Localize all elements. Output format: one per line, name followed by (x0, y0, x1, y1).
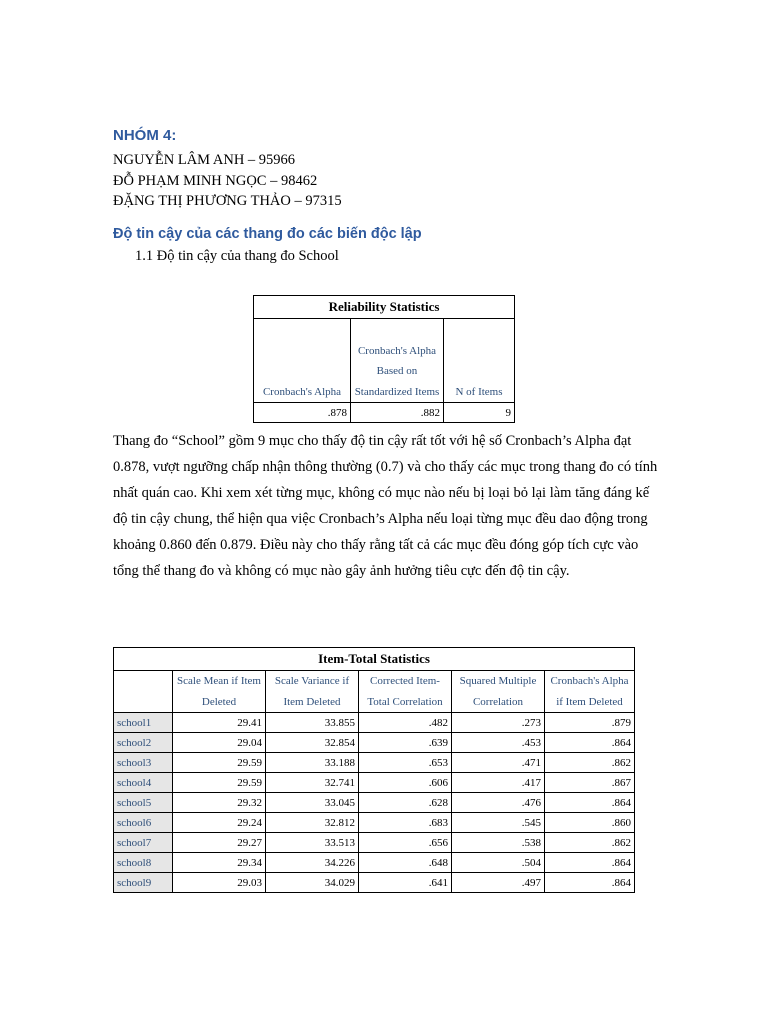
table-row (114, 813, 635, 833)
table-cell: .879 (545, 713, 635, 733)
table-row (114, 853, 635, 873)
table-cell: .683 (359, 813, 452, 833)
column-header: Scale Mean if Item Deleted (173, 671, 266, 713)
table-cell: .864 (545, 793, 635, 813)
table-cell: 9 (444, 403, 515, 423)
table-row (114, 773, 635, 793)
row-label: school3 (114, 753, 173, 773)
row-label: school9 (114, 873, 173, 893)
table-cell: 29.32 (173, 793, 266, 813)
table-cell: 33.045 (266, 793, 359, 813)
table-cell: .497 (452, 873, 545, 893)
table-cell: 29.24 (173, 813, 266, 833)
column-header: Cronbach's Alpha (254, 319, 351, 403)
table-cell: .864 (545, 853, 635, 873)
table-row (114, 833, 635, 853)
table-cell: 34.029 (266, 873, 359, 893)
table-cell: .538 (452, 833, 545, 853)
table-caption: Reliability Statistics (254, 296, 515, 319)
table-cell: .476 (452, 793, 545, 813)
table-cell: .864 (545, 733, 635, 753)
table-cell: 33.513 (266, 833, 359, 853)
table-cell: .653 (359, 753, 452, 773)
row-label: school7 (114, 833, 173, 853)
column-header (114, 671, 173, 713)
item-total-statistics-table (113, 647, 635, 893)
row-label: school8 (114, 853, 173, 873)
row-label: school2 (114, 733, 173, 753)
table-cell: .471 (452, 753, 545, 773)
table-caption: Item-Total Statistics (114, 648, 635, 671)
table-cell: 29.04 (173, 733, 266, 753)
section-heading: Độ tin cậy của các thang đo các biến độc lập (113, 226, 422, 242)
row-label: school6 (114, 813, 173, 833)
table-cell: .273 (452, 713, 545, 733)
table-cell: 29.27 (173, 833, 266, 853)
table-row (114, 733, 635, 753)
member-name: ĐẶNG THỊ PHƯƠNG THẢO – 97315 (113, 193, 342, 209)
member-name: ĐỖ PHẠM MINH NGỌC – 98462 (113, 172, 318, 189)
table-cell: .860 (545, 813, 635, 833)
table-cell: 34.226 (266, 853, 359, 873)
row-label: school1 (114, 713, 173, 733)
table-cell: .878 (254, 403, 351, 423)
table-cell: 29.59 (173, 753, 266, 773)
table-cell: 32.812 (266, 813, 359, 833)
table-cell: 29.34 (173, 853, 266, 873)
table-cell: .862 (545, 753, 635, 773)
table-row (114, 873, 635, 893)
table-cell: 29.59 (173, 773, 266, 793)
table-cell: 32.854 (266, 733, 359, 753)
table-row (114, 753, 635, 773)
table-cell: .504 (452, 853, 545, 873)
table-cell: .482 (359, 713, 452, 733)
column-header: Cronbach's Alpha if Item Deleted (545, 671, 635, 713)
table-cell: 33.855 (266, 713, 359, 733)
reliability-statistics-table (253, 295, 515, 423)
table-cell: .648 (359, 853, 452, 873)
table-cell: .606 (359, 773, 452, 793)
table-cell: .453 (452, 733, 545, 753)
member-name: NGUYỄN LÂM ANH – 95966 (113, 152, 296, 168)
column-header: Cronbach's Alpha Based on Standardized Items (351, 319, 444, 403)
subsection-title: 1.1 Độ tin cậy của thang đo School (135, 248, 339, 264)
table-cell: 33.188 (266, 753, 359, 773)
column-header: Squared Multiple Correlation (452, 671, 545, 713)
table-cell: .882 (351, 403, 444, 423)
table-cell: .641 (359, 873, 452, 893)
body-paragraph: Thang đo “School” gồm 9 mục cho thấy độ tin cậy rất tốt với hệ số Cronbach’s Alpha đạt 0.878, vượt ngưỡng chấp nhận thông thường (0.7) và cho thấy các mục trong thang đo có tính nhất quán cao. Khi xem xét từng mục, không có mục nào nếu bị loại bỏ lại làm tăng đáng kế độ tin cậy chung, thể hiện qua việc Cronbach’s Alpha nếu loại từng mục đều dao động trong khoảng 0.860 đến 0.879. Điều này cho thấy rằng tất cả các mục đều đóng góp tích cực vào tổng thể thang đo và không có mục nào gây ảnh hưởng tiêu cực đến độ tin cậy. (113, 433, 658, 579)
table-cell: .639 (359, 733, 452, 753)
table-cell: .656 (359, 833, 452, 853)
member-list (113, 150, 342, 212)
column-header: Corrected Item-Total Correlation (359, 671, 452, 713)
group-heading: NHÓM 4: (113, 127, 177, 144)
table-cell: .545 (452, 813, 545, 833)
table-row (114, 713, 635, 733)
table-cell: .862 (545, 833, 635, 853)
table-cell: .864 (545, 873, 635, 893)
table-cell: .628 (359, 793, 452, 813)
table-cell: 32.741 (266, 773, 359, 793)
table-row (114, 793, 635, 813)
column-header: N of Items (444, 319, 515, 403)
table-cell: 29.41 (173, 713, 266, 733)
table-cell: .867 (545, 773, 635, 793)
table-cell: 29.03 (173, 873, 266, 893)
column-header: Scale Variance if Item Deleted (266, 671, 359, 713)
row-label: school5 (114, 793, 173, 813)
table-cell: .417 (452, 773, 545, 793)
row-label: school4 (114, 773, 173, 793)
